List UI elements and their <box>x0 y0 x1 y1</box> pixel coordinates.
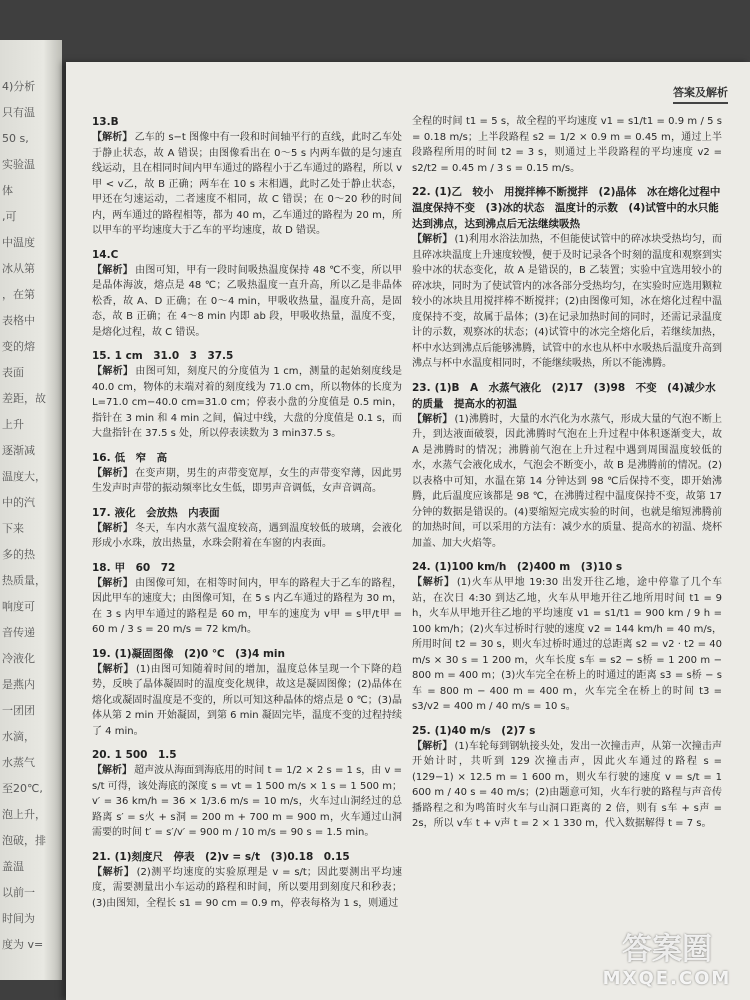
watermark-url: MXQE.COM <box>602 968 732 989</box>
answer-line <box>412 723 722 739</box>
analysis-text <box>92 263 402 341</box>
analysis-body: 超声波从海面到海底用的时间 t = 1/2 × 2 s = 1 s，由 v = s/t 可得，该处海底的深度 s = vt = 1 500 m/s × 1 s = 1 500 m；v′ = 36 km/h = 36 × 1/3.6 m/s = 10 m/s，火车过山洞经过的总路离 s′ = s火 + s洞 = 200 m + 700 m = 900 m，火车通过山洞需要的时间 t′ = s′/v′ = 900 m / 10 m/s = 90 s = 1.5 min。 <box>92 765 403 838</box>
question-number: 15. <box>92 350 111 362</box>
right-column <box>412 114 722 840</box>
answer-line <box>92 747 402 763</box>
left-page-text: 温度大， <box>2 470 46 483</box>
left-page-text: 中温度 <box>2 236 35 249</box>
left-page-text: 冷液化 <box>2 652 35 665</box>
analysis-body: (1)车轮每到钢轨接头处，发出一次撞击声，从第一次撞击声开始计时，共听到 129 次撞击声，因此火车通过的路程 s = (129−1) × 12.5 m = 1 600 m，则火车行驶的速度 v = s/t = 1 600 m / 40 s = 40 m/s；(2)由题意可知，火车行驶的路程与声音传播路程之和为鸣笛时火车与山洞口距离的 2 倍，则有 s车 + s声 = 2s，所以 v车 t + v声 t = 2 × 1 330 m，代入数据解得 t = 7 s。 <box>412 740 722 829</box>
left-page-text: 至20℃, <box>2 782 43 795</box>
analysis-tag: 【解析】 <box>92 132 133 143</box>
left-page-text: 度为 v= <box>2 938 44 951</box>
analysis-body: (1)火车从甲地 19:30 出发开往乙地，途中停靠了几个车站，在次日 4:30 到达乙地，火车从甲地开往乙地所用时间 t1 = 9 h，火车从甲地开往乙地的平均速度 v1 = s1/t1 = 900 km / 9 h = 100 km/h；(2)火车过桥时行驶的速度 v2 = 144 km/h = 40 m/s，所用时间 t2 = 30 s，则火车过桥时通过的总距离 s2 = v2 · t2 = 40 m/s × 30 s = 1 200 m，火车长度 s车 = s2 − s桥 = 1 200 m − 800 m = 400 m；(3)火车完全在桥上的时通过的距离 s3 = s桥 − s车 = 800 m − 400 m = 400 m，火车完全在桥上的时间 t3 = s3/v2 = 400 m / 40 m/s = 10 s。 <box>412 577 723 712</box>
answer-item <box>92 247 402 341</box>
analysis-tag: 【解析】 <box>92 577 134 589</box>
watermark-title: 答案圈 <box>622 932 712 967</box>
question-number: 22. <box>412 186 431 198</box>
answer-item <box>412 723 722 832</box>
answer-line <box>412 184 722 232</box>
left-page-text: 多的热 <box>2 548 35 561</box>
question-number: 14.C <box>92 248 119 261</box>
answer-text: (1)100 km/h (2)400 m (3)10 s <box>434 561 623 573</box>
analysis-tag: 【解析】 <box>92 264 134 276</box>
left-page-text: 变的熔 <box>2 340 35 353</box>
analysis-body: 全程的时间 t1 = 5 s，故全程的平均速度 v1 = s1/t1 = 0.9 m / 5 s = 0.18 m/s；上半段路程 s2 = 1/2 × 0.9 m = 0.45 m，通过上半段路程所用的时间 t2 = 3 s，则通过上半段路程的平均速度 v2 = s2/t2 = 0.45 m / 3 s = 0.15 m/s。 <box>412 116 722 174</box>
analysis-tag: 【解析】 <box>412 740 453 752</box>
answer-item <box>92 114 402 239</box>
answer-line <box>92 560 402 576</box>
analysis-text <box>412 412 722 552</box>
left-page-text: 一团团 <box>2 704 35 717</box>
question-number: 16. <box>92 451 111 464</box>
answer-item <box>412 114 722 176</box>
answer-line <box>412 559 722 575</box>
left-page-text: 泡上升， <box>2 808 46 821</box>
left-page-text: 只有温 <box>2 106 35 119</box>
left-page-text: 50 s, <box>2 132 29 145</box>
answer-item <box>92 849 402 912</box>
answer-text: (1)刻度尺 停表 (2)v = s/t (3)0.18 0.15 <box>114 850 350 863</box>
analysis-body: (1)利用水浴法加热，不但能使试管中的碎冰块受热均匀，而且碎冰块温度上升速度较慢，便于及时记录各个时刻的温度和观察到实验中冰的状态变化，故 A 是错误的，B 乙装置；实验中宜选用较小的碎冰块，同时为了使试管内的冰各部分受热均匀，在实验时应选用颗粒较小的冰块且用搅拌棒不断搅拌；(2)由图像可知，冰在熔化过程中温度保持不变，故属于晶体；(3)在记录加热时间的同时，还需记录温度计的示数，观察冰的状态；(4)试管中的冰完全熔化后，若继续加热，杯中水达到沸点后能够沸腾，试管中的水也从杯中水吸热后温度升高到沸点与杯中水温度相同时，不能继续吸热，所以不能沸腾。 <box>412 234 722 369</box>
answer-line <box>92 505 402 521</box>
answer-text: 1 500 1.5 <box>114 749 177 761</box>
analysis-tag: 【解析】 <box>92 765 133 776</box>
analysis-text <box>92 130 402 239</box>
answer-text: 液化 会放热 内表面 <box>114 506 220 519</box>
answer-text: 1 cm 31.0 3 37.5 <box>114 350 234 362</box>
left-page-text: 热质量， <box>2 574 46 587</box>
left-page-text: 体 <box>2 184 13 197</box>
analysis-body: 由图像可知，在相等时间内，甲车的路程大于乙车的路程，因此甲车的速度大；由图像可知，在 5 s 内乙车通过的路程为 30 m，在 3 s 内甲车通过的路程是 60 m，甲车的速度为 v甲 = s甲/t甲 = 60 m / 3 s = 20 m/s = 72 km/h。 <box>92 577 403 635</box>
analysis-tag: 【解析】 <box>412 577 455 588</box>
left-page-text: 4)分析 <box>2 80 36 93</box>
analysis-body: (1)由图可知随着时间的增加，温度总体呈现一个下降的趋势，反映了晶体凝固时的温度变化规律，故这是凝固图像；(2)晶体在熔化或凝固时温度是不变的，所以可知这种晶体的熔点是 0 ℃；(3)晶体从第 2 min 开始凝固，到第 6 min 凝固完毕，温度不变的过程持续了 4 min。 <box>92 663 403 737</box>
analysis-body: 冬天，车内水蒸气温度较高，遇到温度较低的玻璃，会液化形成小水珠，放出热量，水珠会附着在车窗的内表面。 <box>92 522 403 549</box>
answer-line <box>92 849 402 865</box>
answer-item <box>412 559 722 715</box>
left-page-text: 响度可 <box>2 600 35 613</box>
analysis-text <box>412 575 722 715</box>
left-page-text: 盖温 <box>2 860 24 873</box>
answer-item <box>92 646 402 740</box>
analysis-body: 乙车的 s−t 图像中有一段和时间轴平行的直线，此时乙车处于静止状态，故 A 错误；由图像看出在 0～5 s 内两车做的是匀速直线运动，且在相同时间内甲车通过的路程小于乙车通过的路程，所以 v甲 < v乙，故 B 正确；两车在 10 s 末相遇，此时乙处于静止状态，甲还在匀速运动，二者速度不相同，故 C 错误；在 0～20 秒的时间内，两车通过的路程相等，都为 40 m，乙车通过的路程为 20 m，所以甲车的平均速度大于乙车的平均速度，故 D 错误。 <box>92 132 403 236</box>
left-page-text: 冰从第 <box>2 262 35 275</box>
answer-item <box>92 505 402 552</box>
analysis-tag: 【解析】 <box>92 866 135 878</box>
analysis-tag: 【解析】 <box>92 522 134 534</box>
answer-item <box>92 450 402 497</box>
left-page-text: 水滴， <box>2 730 35 743</box>
answer-line <box>92 348 402 364</box>
answer-item <box>92 560 402 638</box>
answer-page <box>66 62 750 1000</box>
left-page-text: 差距，故 <box>2 392 46 405</box>
question-number: 13.B <box>92 116 119 128</box>
analysis-tag: 【解析】 <box>412 413 453 425</box>
watermark-logo <box>592 924 742 994</box>
left-page-text: ，在第 <box>2 288 35 301</box>
left-page-text: 中的汽 <box>2 496 35 509</box>
analysis-body: 由图可知，甲有一段时间吸热温度保持 48 ℃不变，所以甲是晶体海波，熔点是 48 ℃；乙吸热温度一直升高，所以乙是非晶体松香，故 A、D 正确；在 0～4 min，甲吸收热量，温度升高，是固态，故 B 正确；在 4～8 min 内即 ab 段，甲吸收热量，温度不变，是熔化过程，故 C 错误。 <box>92 264 403 338</box>
left-page-text: 泡破，排 <box>2 834 46 847</box>
left-page-text: 实验温 <box>2 158 35 171</box>
left-page-text: 表格中 <box>2 314 35 327</box>
analysis-body: (1)沸腾时，大量的水汽化为水蒸气，形成大量的气泡不断上升，到达液面破裂，因此沸腾时气泡在上升过程中体积逐渐变大，故 A 是沸腾时的情况；沸腾前气泡在上升过程中遇到周围温度较低的水，水蒸气会液化成水，气泡会不断变小，故 B 是沸腾前的情况。(2)以表格中可知，水温在第 14 分钟达到 98 ℃后保持不变，即开始沸腾，此后温度应该都是 98 ℃，在沸腾过程中温度保持不变，故第 17 分钟的数据是错误的。(4)要缩短完成实验的时间，也就是缩短沸腾前的加热时间，可以采用的方法有：减少水的质量、提高水的初温、烧杯加盖、加大火焰等。 <box>412 413 722 549</box>
analysis-text <box>412 739 722 832</box>
left-page-text: 表面 <box>2 366 24 379</box>
analysis-text <box>92 865 402 912</box>
question-number: 23. <box>412 381 431 394</box>
left-column <box>92 114 402 919</box>
left-page-text: ,可 <box>2 210 17 223</box>
answer-line <box>92 247 402 263</box>
analysis-text <box>92 364 402 442</box>
section-header: 答案及解析 <box>673 84 728 104</box>
left-page-text: 上升 <box>2 418 24 431</box>
analysis-body: 由图可知，刻度尺的分度值为 1 cm，测量的起始刻度线是 40.0 cm，物体的末端对着的刻度线为 71.0 cm，所以物体的长度为 L=71.0 cm−40.0 cm=31.0 cm；停表小盘的分度值是 0.5 min，指针在 3 min 和 4 min 之间，偏过中线，大盘的分度值是 0.1 s，而大盘指针在 37.5 s 处，所以停表读数为 3 min37.5 s。 <box>92 366 402 439</box>
analysis-tag: 【解析】 <box>412 234 453 245</box>
question-number: 21. <box>92 850 111 863</box>
answer-item <box>412 184 722 372</box>
analysis-text <box>92 466 402 497</box>
analysis-text <box>92 662 402 740</box>
question-number: 20. <box>92 749 111 761</box>
answer-item <box>412 380 722 552</box>
analysis-text <box>412 114 722 176</box>
answer-item <box>92 747 402 841</box>
left-page-text: 时间为 <box>2 912 35 925</box>
question-number: 24. <box>412 561 431 573</box>
analysis-tag: 【解析】 <box>92 467 134 479</box>
answer-text: 甲 60 72 <box>114 561 176 574</box>
question-number: 17. <box>92 506 111 519</box>
analysis-text <box>92 576 402 638</box>
answer-line <box>92 646 402 662</box>
left-page-text: 是燕内 <box>2 678 35 691</box>
left-page-text: 水蒸气 <box>2 756 35 769</box>
analysis-text <box>92 763 402 841</box>
left-page-text: 下来 <box>2 522 24 535</box>
analysis-tag: 【解析】 <box>92 663 134 675</box>
question-number: 25. <box>412 724 431 737</box>
left-page-text: 以前一 <box>2 886 35 899</box>
analysis-text <box>412 232 722 372</box>
answer-text: (1)凝固图像 (2)0 ℃ (3)4 min <box>114 647 285 660</box>
left-page-text: 音传递 <box>2 626 35 639</box>
answer-line <box>92 450 402 466</box>
question-number: 18. <box>92 561 111 574</box>
answer-text: (1)B A 水蒸气液化 (2)17 (3)98 不变 (4)减少水的质量 提高水的初温 <box>412 381 716 410</box>
answer-text: (1)40 m/s (2)7 s <box>434 724 536 737</box>
question-number: 19. <box>92 647 111 660</box>
analysis-tag: 【解析】 <box>92 366 134 377</box>
analysis-body: 在变声期，男生的声带变宽厚，女生的声带变窄薄，因此男生发声时声带的振动频率比女生低，即男声音调低，女声音调高。 <box>92 467 403 494</box>
answer-text: 低 窄 高 <box>114 451 168 464</box>
analysis-text <box>92 521 402 552</box>
analysis-body: (2)测平均速度的实验原理是 v = s/t；因此要测出平均速度，需要测量出小车运动的路程和时间，所以要用到刻度尺和秒表；(3)由图知，全程长 s1 = 90 cm = 0.9 m，停表每格为 1 s，则通过 <box>92 866 402 909</box>
answer-line <box>412 380 722 412</box>
answer-item <box>92 348 402 442</box>
left-page-edge <box>0 40 62 980</box>
left-page-text: 逐渐减 <box>2 444 35 457</box>
answer-text: (1)乙 较小 用搅拌棒不断搅拌 (2)晶体 冰在熔化过程中温度保持不变 (3)冰的状态 温度计的示数 (4)试管中的水只能达到沸点，达到沸点后无法继续吸热 <box>412 186 721 230</box>
answer-line <box>92 114 402 130</box>
